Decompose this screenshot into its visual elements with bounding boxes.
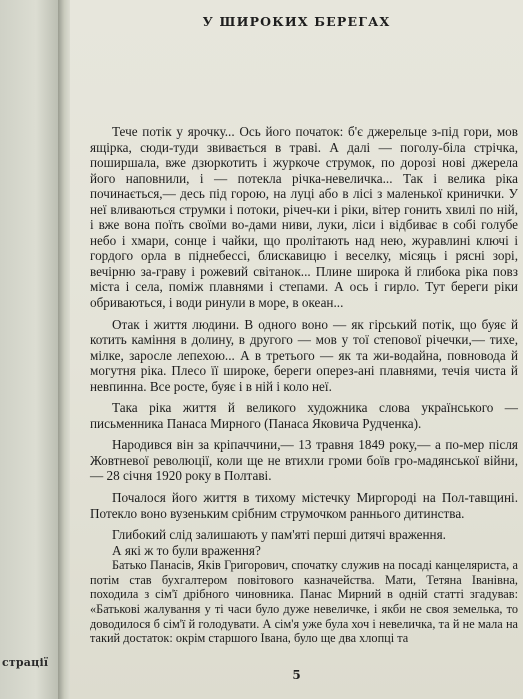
page-number: 5 bbox=[292, 668, 301, 682]
book-page bbox=[70, 0, 523, 699]
paragraph-question: А які ж то були враження? bbox=[112, 542, 261, 558]
chapter-title: У ШИРОКИХ БЕРЕГАХ bbox=[202, 14, 391, 29]
paragraph-mirgorod: Почалося його життя в тихому містечку Миргороді на Пол-тавщині. Потекло воно вузеньким срібним струмочком раннього дитинства. bbox=[90, 490, 518, 521]
paragraph-family: Батько Панасів, Яків Григорович, спочатку служив на посаді канцеляриста, а потім став бухгалтером повітового казначейства. Мати, Тетяна Іванівна, походила з сім'ї дрібного чиновника. Панас Мирний в одній статті згадував: «Батькові жалування у ті часи було дуже невеличке, і якби не своя земелька, то доводилося б сім'ї й голодувати. А сім'я уже була хоч і невеличка, та й не мала на такий достаток: окрім старшого Івана, було ще два хлопці та bbox=[90, 558, 518, 646]
paragraph-birth: Народився він за кріпаччини,— 13 травня 1849 року,— а по-мер після Жовтневої революції, коли ще не втихли громи боїв гро-мадянської війни,— 28 січня 1920 року в Полтаві. bbox=[90, 437, 518, 484]
paragraph-impressions: Глибокий слід залишають у пам'яті перші дитячі враження. bbox=[112, 527, 446, 543]
previous-page-edge bbox=[0, 0, 60, 699]
page-text bbox=[90, 124, 518, 646]
paragraph-writer: Така ріка життя й великого художника слова українського — письменника Панаса Мирного (Панаса Яковича Рудченка). bbox=[90, 400, 518, 431]
previous-page-text: страції bbox=[2, 656, 49, 669]
paragraph-river: Тече потік у ярочку... Ось його початок: б'є джерельце з-під гори, мов ящірка, сюди-туди звивається в траві. А далі — поголу-біла стрічка, поширшала, вже дзюркотить і журкоче струмок, по дорозі нові джерела його наповнили, і — потекла річка-невеличка... Так і велика ріка починається,— десь під горою, на луці або в лісі з маленької кринички. У неї вливаються струмки і потоки, річеч-ки і ріки, вітер гонить хвилі по ній, і вже вона поїть своїми во-дами ниви, луки, ліси і відбиває в собі голубе небо і хмари, сонце і чайки, що пролітають над нею, журавлині ключі і гордого орла в піднебессі, блискавицю і веселку, місяць і рясні зорі, вечірню за-граву і рожевий світанок... Плине широка й глибока ріка повз міста і села, поміж плавнями і степами. А ось і гирло. Тут береги ріки обриваються, і води ринули в море, в океан... bbox=[90, 124, 518, 311]
paragraph-life: Отак і життя людини. В одного воно — як гірський потік, що буяє й котить каміння в долину, в другого — мов у тої степової річечки,— тихе, мілке, заросле лепехою... А в третього — як та жи-водайна, повновода й могутня ріка. Плесо її широке, береги оперез-ані плавнями, течія чиста й невпинна. Все росте, буяє і в ній і коло неї. bbox=[90, 316, 518, 394]
